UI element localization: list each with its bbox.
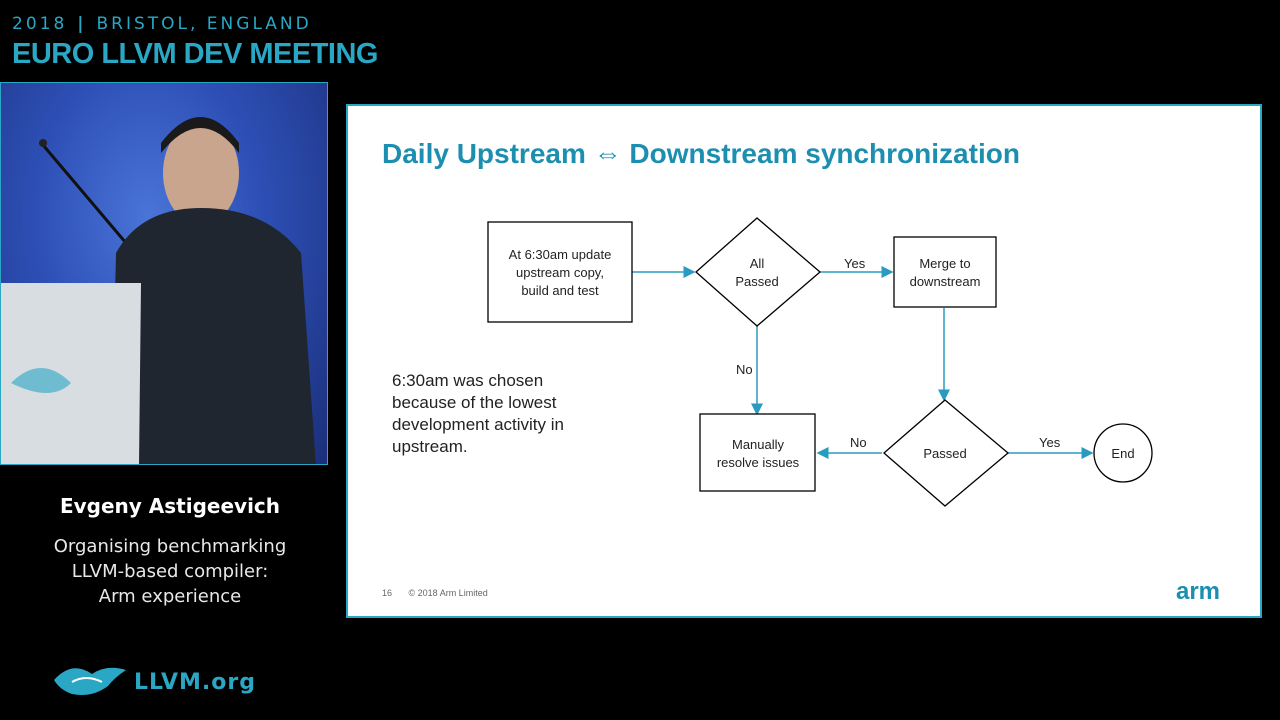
slide-title: Daily Upstream ⇔ Downstream synchronization: [382, 138, 1020, 169]
speaker-video-illustration: [1, 83, 328, 465]
node-update-line: At 6:30am update: [508, 247, 612, 262]
slide-page-number: 16: [382, 588, 393, 598]
slide-note: 6:30am was chosen because of the lowest development activity in upstream.: [392, 371, 564, 456]
flowchart: [348, 106, 1260, 616]
node-merge: [894, 237, 996, 307]
node-update-line: upstream copy,: [516, 265, 604, 280]
node-passed-label: Passed: [923, 446, 967, 461]
arm-logo: arm: [1175, 578, 1220, 605]
speaker-body: [111, 208, 316, 465]
slide-copyright: © 2018 Arm Limited: [408, 588, 488, 598]
talk-title-line: Arm experience: [98, 586, 242, 607]
node-update-line: build and test: [521, 283, 599, 298]
node-merge-line: Merge to: [919, 256, 971, 271]
llvm-site: LLVM.org: [134, 670, 256, 695]
node-manual-line: resolve issues: [716, 455, 800, 470]
node-manual-line: Manually: [731, 437, 785, 452]
node-end-label: End: [1111, 446, 1135, 461]
talk-title-line: Organising benchmarking: [53, 536, 287, 557]
talk-title-line: LLVM-based compiler:: [71, 561, 269, 582]
conference-location: BRISTOL, ENGLAND: [96, 14, 312, 34]
slide: [346, 104, 1262, 618]
speaker-info: [0, 490, 340, 609]
speaker-video: [0, 82, 328, 465]
edge-label-yes: Yes: [844, 256, 866, 271]
conference-year: 2018: [12, 14, 68, 34]
talk-title: [0, 534, 340, 609]
node-all-passed: [696, 218, 820, 326]
node-manual: [700, 414, 815, 491]
node-all-passed-line: Passed: [735, 274, 779, 289]
microphone-stand: [43, 145, 126, 243]
node-all-passed-line: All: [749, 256, 765, 271]
edge-label-no: No: [850, 435, 867, 450]
edge-label-no: No: [736, 362, 753, 377]
podium: [1, 283, 141, 465]
llvm-dragon-icon: [52, 660, 128, 700]
microphone-icon: [39, 139, 47, 147]
node-merge-line: downstream: [909, 274, 981, 289]
conference-header: [12, 14, 312, 34]
speaker-name: Evgeny Astigeevich: [59, 494, 281, 518]
header-separator: |: [77, 14, 87, 34]
conference-title: EURO LLVM DEV MEETING: [12, 38, 378, 70]
edge-label-yes: Yes: [1039, 435, 1061, 450]
slide-footer: [382, 588, 502, 598]
